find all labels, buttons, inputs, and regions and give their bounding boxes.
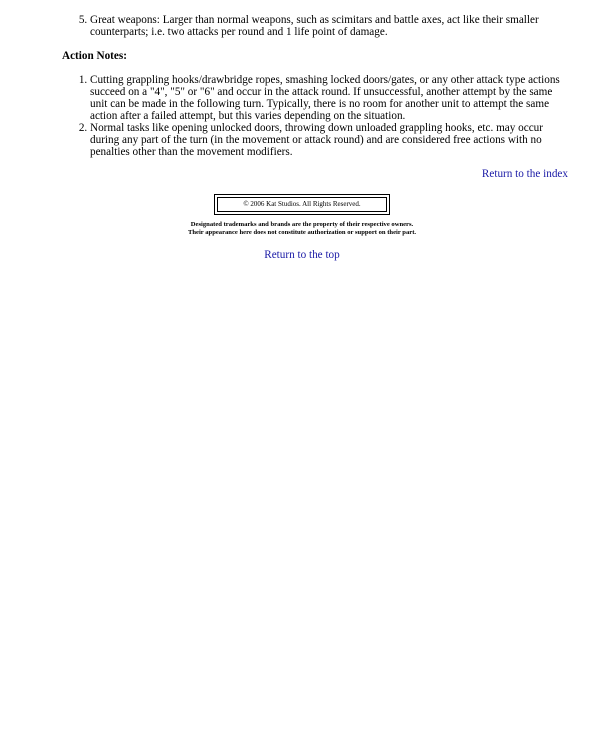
trademark-disclaimer — [0, 221, 604, 237]
action-notes-heading: Action Notes: — [62, 50, 127, 62]
weapons-list — [62, 14, 568, 38]
main-content — [62, 14, 568, 180]
list-item-cutting-grappling: 1. Cutting grappling hooks/drawbridge ropes, smashing locked doors/gates, or any other attack type actions succeed on a "4", "5" or "6" and occur in the attack round. If unsuccessful, another attempt by the same unit can be made in the following turn. Typically, there is no room for another unit to attempt the same action after a failed attempt, but this varies depending on the situation. — [90, 74, 568, 122]
return-to-top-link[interactable]: Return to the top — [264, 249, 340, 261]
list-item-great-weapons: 5. Great weapons: Larger than normal weapons, such as scimitars and battle axes, act like their smaller counterparts; i.e. two attacks per round and 1 life point of damage. — [90, 14, 568, 38]
disclaimer-line-1: Designated trademarks and brands are the property of their respective owners. — [190, 221, 414, 228]
copyright-outer-border — [214, 194, 390, 215]
action-notes-list — [62, 74, 568, 158]
return-top-row — [0, 249, 604, 261]
return-index-row — [62, 168, 568, 180]
copyright-text: © 2006 Kat Studios. All Rights Reserved. — [217, 197, 387, 212]
return-to-index-link[interactable]: Return to the index — [481, 168, 568, 180]
list-item-normal-tasks: 2. Normal tasks like opening unlocked doors, throwing down unloaded grappling hooks, etc. may occur during any part of the turn (in the movement or attack round) and are considered free actions with no penalties other than the movement modifiers. — [90, 122, 568, 158]
copyright-block — [0, 193, 604, 215]
disclaimer-line-2: Their appearance here does not constitute authorization or support on their part. — [187, 229, 417, 236]
